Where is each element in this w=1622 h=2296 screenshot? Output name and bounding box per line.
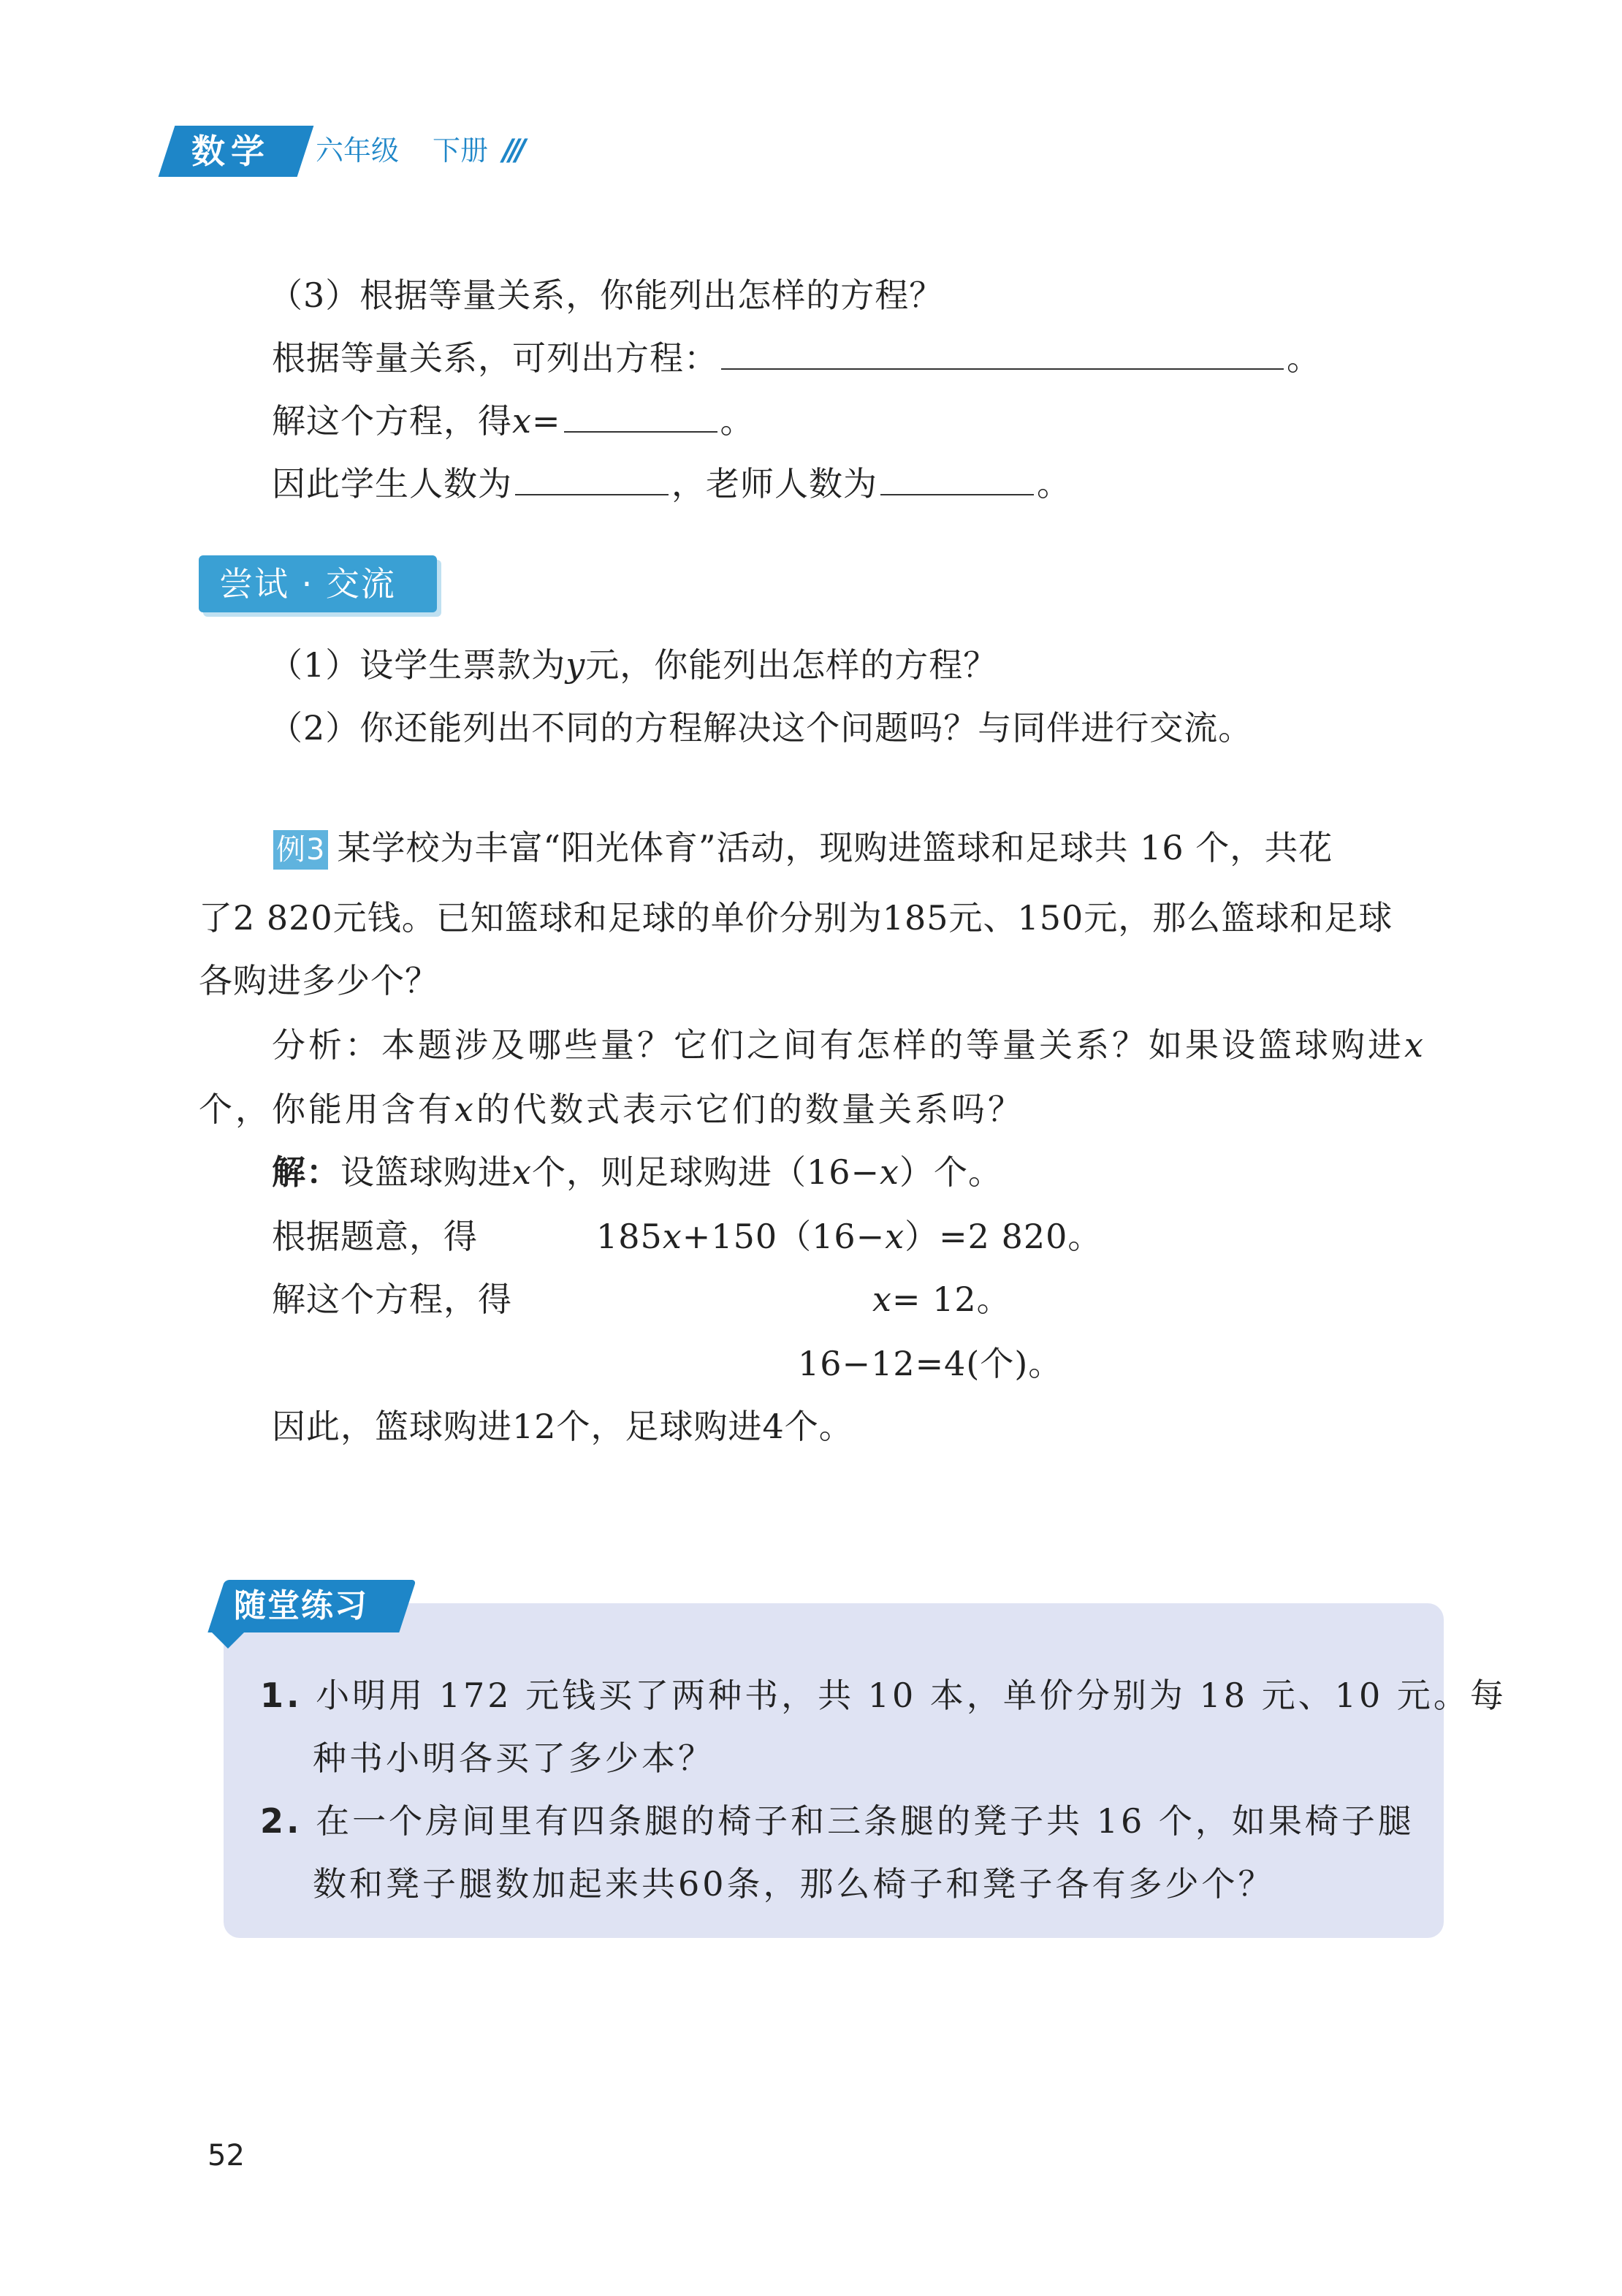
header-grade: 六年级 [316, 134, 400, 167]
var-x: x [885, 1217, 905, 1256]
example-text-1: 某学校为丰富“阳光体育”活动，现购进篮球和足球共 16 个，共花 [337, 828, 1333, 867]
var-x: x [880, 1152, 899, 1192]
part3-equation-line [272, 336, 1321, 380]
item-1-line-1: 小明用 172 元钱买了两种书，共 10 本，单价分别为 18 元、10 元。每 [316, 1676, 1507, 1715]
item-2-line-1: 在一个房间里有四条腿的椅子和三条腿的凳子共 16 个，如果椅子腿 [316, 1801, 1415, 1841]
header-volume: 下册 [433, 134, 489, 167]
step3-equation: 16−12=4(个)。 [798, 1344, 1063, 1383]
q1-prefix: （1）设学生票款为 [269, 645, 566, 685]
practice-item-1 [260, 1673, 1507, 1717]
step2-equation [872, 1277, 1011, 1321]
example-tag: 例3 [273, 830, 328, 870]
equation-blank[interactable] [721, 368, 1284, 370]
analysis-text-2a: 个，你能用含有 [199, 1090, 454, 1129]
solve-prompt: 解这个方程，得 [272, 401, 512, 441]
practice-item-2-cont: 数和凳子腿数加起来共60条，那么椅子和凳子各有多少个？ [313, 1864, 1275, 1904]
solution-text-a: 设篮球购进 [340, 1152, 512, 1192]
example-line-2: 了2 820元钱。已知篮球和足球的单价分别为185元、150元，那么篮球和足球 [199, 898, 1393, 938]
step2-value: = 12。 [891, 1280, 1011, 1319]
equals-sign: = [531, 401, 561, 441]
example-line-1 [273, 826, 1333, 870]
try-question-1 [269, 643, 997, 687]
students-prompt: 因此学生人数为 [272, 464, 512, 503]
analysis-line-2 [199, 1087, 1024, 1131]
teachers-blank[interactable] [880, 493, 1034, 495]
x-value-blank[interactable] [564, 430, 717, 433]
item-1-number: 1. [260, 1676, 302, 1715]
var-x: x [454, 1090, 476, 1129]
part3-solve-line [272, 399, 755, 443]
example-conclusion: 因此，篮球购进12个，足球购进4个。 [272, 1407, 853, 1446]
try-question-2: （2）你还能列出不同的方程解决这个问题吗？与同伴进行交流。 [269, 708, 1253, 748]
var-y: y [566, 645, 586, 685]
q1-suffix: 元，你能列出怎样的方程？ [585, 645, 998, 685]
var-x: x [1404, 1025, 1426, 1065]
var-x: x [662, 1217, 682, 1256]
try-section-tag: 尝试 · 交流 [219, 564, 396, 604]
teachers-prompt: ，老师人数为 [671, 464, 877, 503]
practice-tag-notch [210, 1631, 245, 1649]
eq-part-a: 185 [596, 1217, 663, 1256]
var-x: x [872, 1280, 892, 1319]
analysis-line-1 [272, 1023, 1426, 1067]
end-mark: 。 [720, 401, 755, 441]
students-blank[interactable] [515, 493, 669, 495]
equation-prompt: 根据等量关系，可列出方程： [272, 338, 718, 378]
step1-label: 根据题意，得 [272, 1217, 478, 1256]
solution-text-b: 个，则足球购进（16− [531, 1152, 880, 1192]
analysis-text-2b: 的代数式表示它们的数量关系吗？ [476, 1090, 1024, 1129]
part3-question: （3）根据等量关系，你能列出怎样的方程？ [269, 275, 944, 315]
step2-label: 解这个方程，得 [272, 1280, 512, 1319]
solution-line-1 [272, 1150, 1002, 1194]
end-mark: 。 [1287, 338, 1321, 378]
solution-label: 解： [272, 1152, 340, 1192]
step1-equation [596, 1214, 1102, 1258]
item-2-number: 2. [260, 1801, 302, 1841]
header-decoration: /// [503, 134, 522, 167]
eq-part-b: +150（16− [682, 1217, 886, 1256]
part3-count-line [272, 462, 1071, 506]
practice-tag: 随堂练习 [234, 1587, 368, 1624]
example-line-3: 各购进多少个？ [199, 961, 439, 1000]
var-x: x [512, 401, 532, 441]
page-number: 52 [207, 2139, 245, 2173]
practice-item-2 [260, 1799, 1415, 1843]
analysis-text-1: 分析：本题涉及哪些量？它们之间有怎样的等量关系？如果设篮球购进 [272, 1025, 1404, 1065]
eq-part-c: ）=2 820。 [905, 1217, 1103, 1256]
solution-text-c: ）个。 [899, 1152, 1002, 1192]
end-mark: 。 [1037, 464, 1071, 503]
practice-item-1-cont: 种书小明各买了多少本？ [313, 1738, 715, 1778]
var-x: x [512, 1152, 532, 1192]
header-subject: 数学 [191, 132, 270, 171]
